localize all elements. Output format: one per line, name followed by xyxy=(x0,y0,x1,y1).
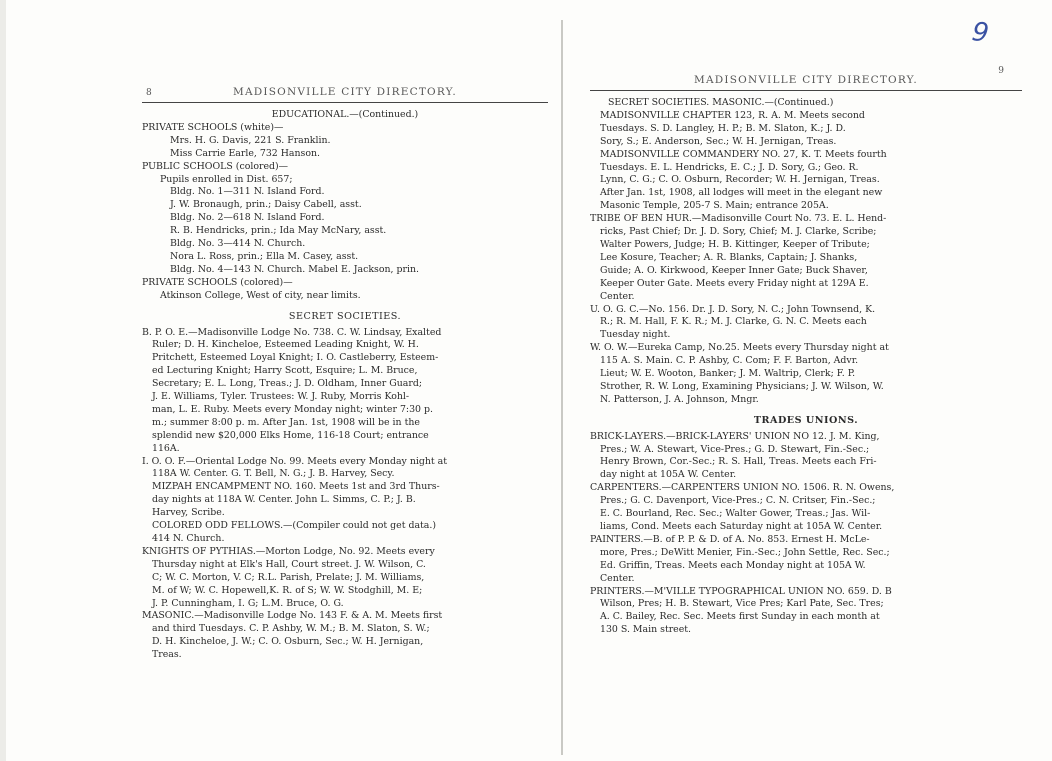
text-line: MADISONVILLE COMMANDERY NO. 27, K. T. Meets fourth xyxy=(600,148,887,160)
text-line: PRINTERS.—M'VILLE TYPOGRAPHICAL UNION NO. 659. D. B xyxy=(590,585,892,597)
text-line: Sory, S.; E. Anderson, Sec.; W. H. Jernigan, Treas. xyxy=(600,135,837,147)
text-line: Wilson, Pres; H. B. Stewart, Vice Pres; Karl Pate, Sec. Tres; xyxy=(600,598,884,610)
text-line: PRIVATE SCHOOLS (colored)— xyxy=(142,276,293,288)
text-line: Pritchett, Esteemed Loyal Knight; I. O. Castleberry, Esteem- xyxy=(152,352,439,364)
text-line: Thursday night at Elk's Hall, Court street. J. W. Wilson, C. xyxy=(152,558,426,570)
text-line: CARPENTERS.—CARPENTERS UNION NO. 1506. R. N. Owens, xyxy=(590,482,895,494)
text-line: J. E. Williams, Tyler. Trustees: W. J. Ruby, Morris Kohl- xyxy=(152,391,410,403)
text-line: J. W. Bronaugh, prin.; Daisy Cabell, asst. xyxy=(170,199,362,211)
text-line: Secretary; E. L. Long, Treas.; J. D. Oldham, Inner Guard; xyxy=(152,378,423,390)
text-line: and third Tuesdays. C. P. Ashby, W. M.; B. M. Slaton, S. W.; xyxy=(152,623,430,635)
text-line: R. B. Hendricks, prin.; Ida May McNary, asst. xyxy=(170,225,387,237)
text-line: Ed. Griffin, Treas. Meets each Monday night at 105A W. xyxy=(600,559,866,571)
text-line: Miss Carrie Earle, 732 Hanson. xyxy=(170,147,321,159)
text-line: 414 N. Church. xyxy=(152,533,225,544)
text-line: 130 S. Main street. xyxy=(600,624,692,636)
text-line: 118A W. Center. G. T. Bell, N. G.; J. B. Harvey, Secy. xyxy=(152,468,395,480)
text-line: Guide; A. O. Kirkwood, Keeper Inner Gate; Buck Shaver, xyxy=(600,264,868,276)
text-line: BRICK-LAYERS.—BRICK-LAYERS' UNION NO 12. J. M. King, xyxy=(590,430,880,442)
text-line: Masonic Temple, 205-7 S. Main; entrance 205A. xyxy=(600,200,829,212)
text-line: Pres.; G. C. Davenport, Vice-Pres.; C. N. Critser, Fin.-Sec.; xyxy=(600,495,876,507)
text-line: TRIBE OF BEN HUR.—Madisonville Court No. 73. E. L. Hend- xyxy=(590,213,887,225)
text-line: Bldg. No. 2—618 N. Island Ford. xyxy=(170,212,325,224)
text-line: After Jan. 1st, 1908, all lodges will meet in the elegant new xyxy=(600,187,883,199)
text-line: Walter Powers, Judge; H. B. Kittinger, Keeper of Tribute; xyxy=(600,238,870,250)
text-line: Pupils enrolled in Dist. 657; xyxy=(160,173,293,185)
handwritten-page-number: 9 xyxy=(969,16,991,50)
text-line: PRIVATE SCHOOLS (white)— xyxy=(142,121,284,133)
text-line: D. H. Kincheloe, J. W.; C. O. Osburn, Sec.; W. H. Jernigan, xyxy=(152,636,424,648)
text-line: Bldg. No. 1—311 N. Island Ford. xyxy=(170,186,325,198)
text-line: ed Lecturing Knight; Harry Scott, Esquire; L. M. Bruce, xyxy=(152,365,418,377)
text-line: Center. xyxy=(600,290,635,302)
text-line: Bldg. No. 4—143 N. Church. Mabel E. Jackson, prin. xyxy=(170,263,419,275)
text-line: man, L. E. Ruby. Meets every Monday night; winter 7:30 p. xyxy=(152,403,433,415)
right-page-header: MADISONVILLE CITY DIRECTORY. xyxy=(694,74,918,86)
text-line: Atkinson College, West of city, near limits. xyxy=(160,289,361,301)
text-line: E. C. Bourland, Rec. Sec.; Walter Gower, Treas.; Jas. Wil- xyxy=(600,508,871,520)
text-line: PAINTERS.—B. of P. P. & D. of A. No. 853. Ernest H. McLe- xyxy=(590,533,870,545)
text-line: Harvey, Scribe. xyxy=(152,507,225,519)
text-line: PUBLIC SCHOOLS (colored)— xyxy=(142,160,289,172)
text-line: liams, Cond. Meets each Saturday night at 105A W. Center. xyxy=(600,521,883,532)
text-line: I. O. O. F.—Oriental Lodge No. 99. Meets every Monday night at xyxy=(142,455,448,467)
text-line: ricks, Past Chief; Dr. J. D. Sory, Chief; M. J. Clarke, Scribe; xyxy=(600,226,877,238)
text-line: Tuesdays. S. D. Langley, H. P.; B. M. Slaton, K.; J. D. xyxy=(600,122,846,134)
text-line: C; W. C. Morton, V. C; R.L. Parish, Prelate; J. M. Williams, xyxy=(152,571,425,583)
text-line: Center. xyxy=(600,572,635,584)
page-gutter xyxy=(561,20,563,755)
left-text-column xyxy=(142,109,548,662)
text-line: Bldg. No. 3—414 N. Church. xyxy=(170,238,306,250)
text-line: EDUCATIONAL.—(Continued.) xyxy=(271,109,419,120)
header-rule xyxy=(142,102,548,103)
right-page-number: 9 xyxy=(998,66,1004,76)
text-line: Pres.; W. A. Stewart, Vice-Pres.; G. D. Stewart, Fin.-Sec.; xyxy=(600,443,870,455)
text-line: day nights at 118A W. Center. John L. Simms, C. P.; J. B. xyxy=(152,494,416,506)
text-line: A. C. Bailey, Rec. Sec. Meets first Sunday in each month at xyxy=(600,611,880,623)
text-line: more, Pres.; DeWitt Menier, Fin.-Sec.; John Settle, Rec. Sec.; xyxy=(600,546,890,558)
text-line: J. P. Cunningham, I. G; L.M. Bruce, O. G. xyxy=(152,597,344,609)
text-line: Tuesdays. E. L. Hendricks, E. C.; J. D. Sory, G.; Geo. R. xyxy=(600,161,859,173)
text-line: SECRET SOCIETIES. MASONIC.—(Continued.) xyxy=(608,97,834,108)
right-page xyxy=(566,0,1052,761)
text-line: Strother, R. W. Long, Examining Physicians; J. W. Wilson, W. xyxy=(600,380,884,392)
text-line: splendid new $20,000 Elks Home, 116-18 Court; entrance xyxy=(152,429,429,441)
text-line: Lieut; W. E. Wooton, Banker; J. M. Waltrip, Clerk; F. P. xyxy=(600,368,856,380)
text-line: Treas. xyxy=(152,649,182,661)
text-line: Lee Kosure, Teacher; A. R. Blanks, Captain; J. Shanks, xyxy=(600,251,858,263)
text-line: Tuesday night. xyxy=(600,329,671,341)
text-line: Nora L. Ross, prin.; Ella M. Casey, asst. xyxy=(170,250,359,262)
text-line: U. O. G. C.—No. 156. Dr. J. D. Sory, N. C.; John Townsend, K. xyxy=(590,303,876,315)
text-line: MIZPAH ENCAMPMENT NO. 160. Meets 1st and 3rd Thurs- xyxy=(152,481,440,493)
text-line: COLORED ODD FELLOWS.—(Compiler could not get data.) xyxy=(152,520,437,532)
right-text-column xyxy=(590,97,1022,637)
text-line: MASONIC.—Madisonville Lodge No. 143 F. & A. M. Meets first xyxy=(142,610,443,622)
left-page-header: MADISONVILLE CITY DIRECTORY. xyxy=(233,86,457,98)
text-line: Mrs. H. G. Davis, 221 S. Franklin. xyxy=(170,134,331,146)
text-line: Henry Brown, Cor.-Sec.; R. S. Hall, Treas. Meets each Fri- xyxy=(600,456,877,468)
text-line: Ruler; D. H. Kincheloe, Esteemed Leading Knight, W. H. xyxy=(152,339,419,351)
text-line: N. Patterson, J. A. Johnson, Mngr. xyxy=(600,393,759,405)
text-line: Keeper Outer Gate. Meets every Friday night at 129A E. xyxy=(600,277,869,289)
text-line: MADISONVILLE CHAPTER 123, R. A. M. Meets second xyxy=(600,109,865,121)
header-rule xyxy=(590,90,1022,91)
text-line: TRADES UNIONS. xyxy=(753,414,859,426)
text-line: R.; R. M. Hall, F. K. R.; M. J. Clarke, G. N. C. Meets each xyxy=(600,316,867,328)
text-line: KNIGHTS OF PYTHIAS.—Morton Lodge, No. 92. Meets every xyxy=(142,545,435,557)
text-line: Lynn, C. G.; C. O. Osburn, Recorder; W. H. Jernigan, Treas. xyxy=(600,174,880,186)
text-line: W. O. W.—Eureka Camp, No.25. Meets every Thursday night at xyxy=(590,342,889,354)
text-line: day night at 105A W. Center. xyxy=(600,469,737,481)
text-line: M. of W; W. C. Hopewell,K. R. of S; W. W. Stodghill, M. E; xyxy=(152,584,423,596)
text-line: m.; summer 8:00 p. m. After Jan. 1st, 1908 will be in the xyxy=(152,416,420,428)
text-line: SECRET SOCIETIES. xyxy=(288,310,402,322)
left-page-number: 8 xyxy=(146,88,152,98)
text-line: B. P. O. E.—Madisonville Lodge No. 738. C. W. Lindsay, Exalted xyxy=(142,326,442,338)
text-line: 115 A. S. Main. C. P. Ashby, C. Com; F. F. Barton, Advr. xyxy=(600,355,859,367)
text-line: 116A. xyxy=(152,442,180,454)
